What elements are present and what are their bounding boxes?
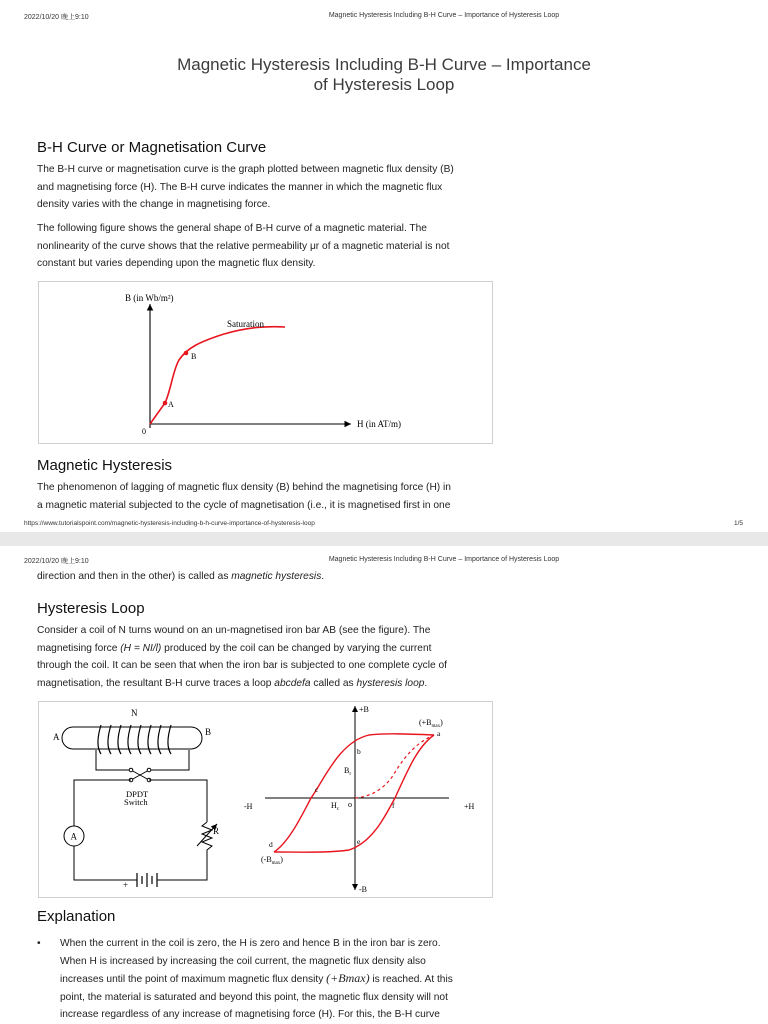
pos-b-label: +B [359, 705, 369, 714]
dpdt-switch [129, 768, 151, 782]
text-line: Consider a coil of N turns wound on an un-magnetised iron bar AB (see the figure). The [37, 625, 431, 636]
point-f-label: f [392, 801, 395, 810]
residual-flux-label [344, 766, 351, 777]
text-run: r [349, 771, 352, 777]
point-b-label: B [191, 352, 197, 361]
text-run: magnetising force [37, 642, 118, 654]
text-run: . [321, 571, 325, 582]
point-e-label: e [357, 837, 361, 846]
neg-b-label: -B [359, 885, 367, 894]
bar-end-a-label: A [53, 732, 60, 742]
circuit-diagram [53, 708, 219, 890]
switch-label-line2: Switch [124, 797, 148, 807]
hysteresis-figure [38, 701, 493, 898]
term-abcdefa: abcdefa [274, 677, 311, 689]
bh-curve [150, 327, 285, 424]
page-title [0, 55, 768, 95]
point-a-label: A [168, 400, 174, 409]
text-run: H [331, 801, 337, 810]
bar-end-b-label: B [205, 727, 212, 737]
iron-bar [62, 727, 202, 749]
bmax-positive-label [419, 718, 443, 729]
text-run: max [271, 861, 281, 866]
text-run: produced by the coil can be changed by varying the current [164, 642, 432, 654]
point-a-label: a [437, 729, 441, 738]
paragraph-bh-shape [37, 220, 492, 273]
text-line: point, the material is saturated and beyond this point, the magnetic flux density will not [60, 991, 448, 1003]
text-line: density varies with the change in magnetising force. [37, 199, 271, 210]
text-line: through the coil. It can be seen that when the iron bar is subjected to one complete cycle of [37, 660, 448, 671]
header-datetime: 2022/10/20 晚上9:10 [24, 14, 89, 21]
x-axis-label: H (in AT/m) [357, 419, 401, 429]
section-heading-explanation: Explanation [37, 908, 116, 925]
text-run: B [344, 766, 350, 775]
text-line: a magnetic material subjected to the cycle of magnetisation (i.e., it is magnetised first in one [37, 499, 451, 511]
point-b-marker [184, 351, 189, 356]
y-axis-label: B (in Wb/m²) [125, 293, 174, 303]
title-line-2: of Hysteresis Loop [313, 75, 455, 94]
loop-descending [274, 734, 434, 852]
turns-label: N [131, 708, 138, 718]
text-run: ) [440, 718, 443, 727]
text-run: (-B [261, 855, 272, 864]
paragraph-continued [37, 568, 492, 586]
hysteresis-loop-chart [244, 705, 475, 894]
list-item [37, 935, 492, 1024]
text-run: max [431, 724, 441, 729]
text-run: is reached. At this [372, 974, 453, 985]
formula-h: (H = NI/l) [120, 642, 162, 654]
point-a-marker [163, 401, 168, 406]
header-doc-title: Magnetic Hysteresis Including B-H Curve – Importance of Hysteresis Loop [328, 556, 560, 563]
coercive-force-label [331, 801, 340, 812]
text-run: magnetisation, the resultant B-H curve traces a loop [37, 677, 272, 689]
text-line: The phenomenon of lagging of magnetic flux density (B) behind the magnetising force (H) in [37, 482, 451, 493]
explanation-list [37, 935, 492, 1024]
text-run: (+B [419, 718, 432, 727]
header-doc-title: Magnetic Hysteresis Including B-H Curve – Importance of Hysteresis Loop [328, 12, 560, 19]
saturation-label: Saturation [227, 319, 264, 329]
term-magnetic-hysteresis: magnetic hysteresis [231, 571, 322, 582]
paragraph-hysteresis-loop [37, 622, 492, 692]
header-datetime: 2022/10/20 晚上9:10 [24, 558, 89, 565]
text-run: direction and then in the other) is called as [37, 571, 229, 582]
rheostat [157, 822, 212, 880]
text-line: When the current in the coil is zero, the H is zero and hence B in the iron bar is zero. [60, 938, 441, 949]
text-run: increases until the point of maximum magnetic flux density [60, 974, 324, 985]
origin-label: o [348, 800, 352, 809]
ammeter-label: A [70, 831, 77, 842]
footer-url[interactable]: https://www.tutorialspoint.com/magnetic-hysteresis-including-b-h-curve-importance-of-hysteresis-loop [24, 520, 315, 527]
pos-h-label: +H [464, 802, 475, 811]
section-heading-hysteresis: Magnetic Hysteresis [37, 457, 173, 474]
paragraph-hysteresis [37, 479, 492, 514]
point-d-label: d [269, 840, 273, 849]
point-c-label: c [315, 785, 319, 794]
paragraph-bh-definition [37, 161, 492, 214]
battery-plus-label: + [123, 880, 129, 890]
bh-curve-figure [38, 281, 493, 444]
neg-h-label: -H [244, 802, 253, 811]
text-line: constant but varies depending upon the magnetic flux density. [37, 258, 316, 269]
term-hysteresis-loop: hysteresis loop [356, 677, 425, 689]
footer-page-number: 1/5 [733, 520, 743, 527]
battery [137, 873, 157, 887]
text-line: and magnetising force (H). The B-H curve indicates the manner in which the magnetic flux [37, 181, 443, 193]
text-run: ) [280, 855, 283, 864]
pdf-page-2 [0, 546, 768, 1024]
text-line: increase regardless of any increase of magnetising force (H). For this, the B-H curve [60, 1009, 440, 1020]
bmax-negative-label [261, 855, 283, 866]
switch-label-line1: DPDT [126, 789, 149, 799]
title-line-1: Magnetic Hysteresis Including B-H Curve – Importance [177, 55, 591, 74]
text-line: The B-H curve or magnetisation curve is the graph plotted between magnetic flux density (B) [37, 164, 454, 175]
text-run: called as [313, 677, 354, 689]
text-line: The following figure shows the general shape of B-H curve of a magnetic material. The [37, 223, 427, 234]
section-heading-bh-curve: B-H Curve or Magnetisation Curve [37, 139, 267, 156]
text-line: nonlinearity of the curve shows that the relative permeability μr of a magnetic material is not [37, 240, 450, 252]
section-heading-hysteresis-loop: Hysteresis Loop [37, 600, 145, 617]
text-line: When H is increased by increasing the coil current, the magnetic flux density also [60, 955, 426, 967]
point-b-label: b [357, 747, 361, 756]
origin-label: 0 [142, 427, 146, 436]
formula-bmax: (+Bmax) [326, 971, 370, 985]
text-run: c [336, 806, 340, 812]
initial-magnetisation-curve [355, 735, 434, 798]
text-run: . [424, 677, 428, 689]
rheostat-label: R [213, 826, 220, 836]
